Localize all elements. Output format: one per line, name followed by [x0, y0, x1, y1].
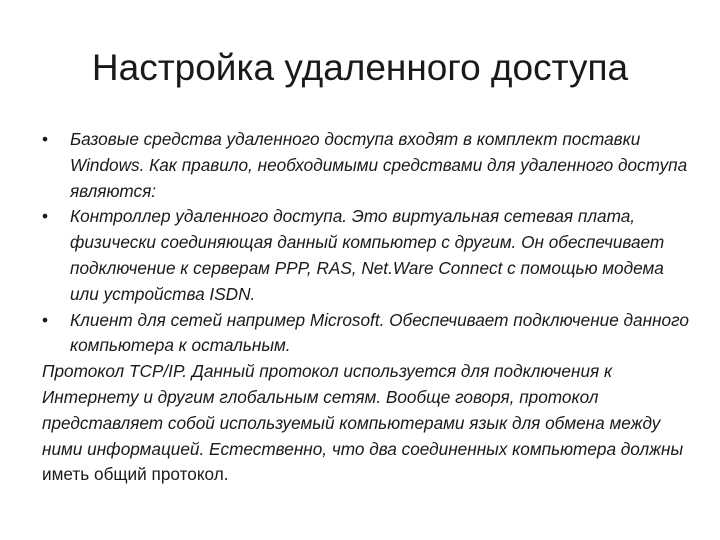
bullet-marker: •	[42, 129, 49, 149]
bullet-text: Базовые средства удаленного доступа входят в комплект поставки Windows. Как правило, необходимыми средствами для удаленного доступа являются:	[70, 129, 688, 201]
paragraph-italic-text: Протокол TCP/IP. Данный протокол используется для подключения к Интернету и другим глобальным сетям. Вообще говоря, протокол представляет собой используемый компьютерами язык для обмена между ними информацией. Естественно, что два соединенных компьютера должны	[42, 361, 684, 459]
bullet-marker: •	[42, 309, 49, 330]
bullet-marker: •	[42, 206, 49, 227]
bullet-item	[42, 308, 690, 360]
protocol-paragraph	[42, 359, 690, 488]
slide-body	[42, 127, 690, 488]
bullet-item	[42, 204, 690, 307]
bullet-text: Клиент для сетей например Microsoft. Обеспечивает подключение данного компьютера к остальным.	[70, 309, 689, 356]
slide-title: Настройка удаленного доступа	[91, 47, 629, 88]
paragraph-normal-text: иметь общий протокол.	[42, 464, 229, 485]
bullet-text: Контроллер удаленного доступа. Это виртуальная сетевая плата, физически соединяющая данный компьютер с другим. Он обеспечивает подключение к серверам PPP, RAS, Net.Ware Connect с помощью модема или устройства ISDN.	[70, 206, 665, 304]
bullet-item	[42, 127, 690, 204]
